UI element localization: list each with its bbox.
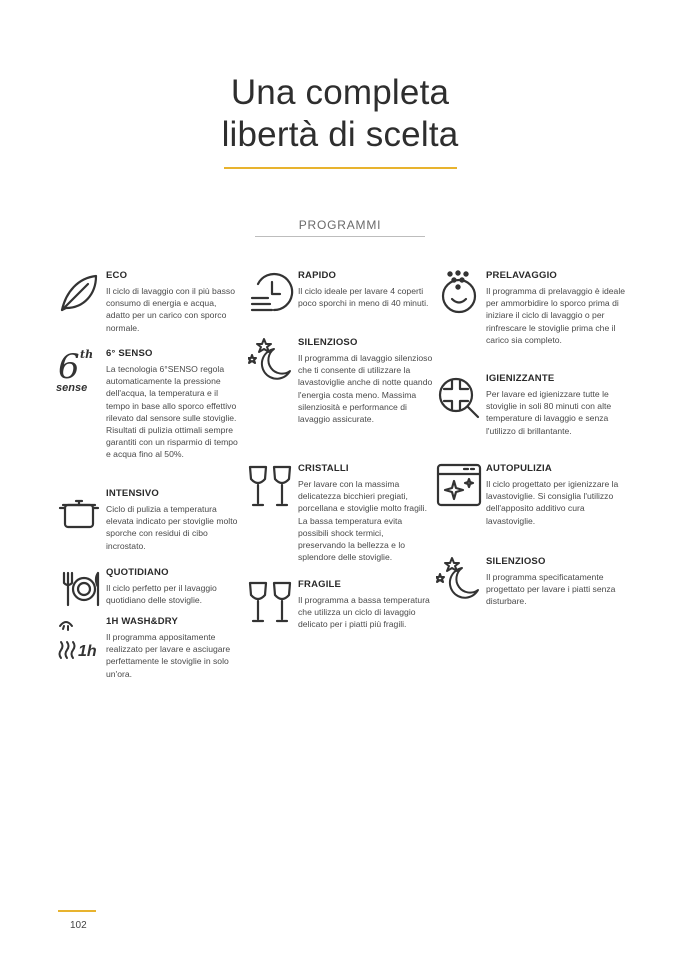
program-description: Il programma a bassa temperatura che utilizza un ciclo di lavaggio delicato per i piatti più fragili. <box>298 595 430 630</box>
moon-stars-icon <box>248 337 294 383</box>
program-description: Il programma appositamente realizzato per lavare e asciugare perfettamente le stoviglie in solo un'ora. <box>106 632 231 679</box>
page-title <box>0 72 680 156</box>
svg-text:1h: 1h <box>78 643 97 660</box>
pot-icon <box>56 488 102 534</box>
program-description: Ciclo di pulizia a temperatura elevata indicato per stoviglie molto sporche con residui di cibo incrostato. <box>106 504 238 551</box>
program-description: Il programma di prelavaggio è ideale per ammorbidire lo sporco prima di iniziare il ciclo di lavaggio o per rinfrescare le stoviglie prima che il carico sia completo. <box>486 286 626 345</box>
program-name: RAPIDO <box>298 270 337 281</box>
program-name: SILENZIOSO <box>298 337 358 348</box>
program-description: La tecnologia 6°SENSO regola automaticamente la pressione dell'acqua, la temperatura e il tempo in base allo sporco effettivo rilevato dal sensore sulle stoviglie. Risultati di pulizia ottimali sempre garantiti con un risparmio di tempo e acqua fino al 50%. <box>106 364 238 460</box>
program-description: Il programma di lavaggio silenzioso che ti consente di utilizzare la lavastoviglie anche di notte quando l'energia costa meno. Massima silenziosità e performance di lavaggio assicurate. <box>298 353 433 425</box>
program-name: CRISTALLI <box>298 463 349 474</box>
section-label: PROGRAMMI <box>298 218 382 232</box>
program-description: Per lavare con la massima delicatezza bicchieri pregiati, porcellana e stoviglie molto fragili. La bassa temperatura evita possibili shock termici, preservando la bellezza e lo splendore delle stoviglie. <box>298 479 427 563</box>
title-underline <box>224 167 457 169</box>
section-underline <box>255 236 425 237</box>
wine-glasses-icon <box>248 579 294 625</box>
6th-sense-logo: 6 th sense <box>56 347 94 394</box>
program-description: Il ciclo progettato per igienizzare la lavastoviglie. Si consiglia l'utilizzo dell'apposito additivo cura lavastoviglie. <box>486 479 619 526</box>
program-description: Il ciclo ideale per lavare 4 coperti poco sporchi in meno di 40 minuti. <box>298 286 429 309</box>
title-line-1: Una completa <box>230 73 450 112</box>
page-number-rule <box>58 910 96 912</box>
program-description: Per lavare ed igienizzare tutte le stoviglie in soli 80 minuti con alte temperature di lavaggio e senza l'utilizzo di brillantante. <box>486 389 612 436</box>
page-number: 102 <box>70 920 87 931</box>
program-name: QUOTIDIANO <box>106 567 169 578</box>
program-name: PRELAVAGGIO <box>486 270 557 281</box>
title-line-2: libertà di scelta <box>221 115 459 154</box>
program-name: INTENSIVO <box>106 488 160 499</box>
program-name: AUTOPULIZIA <box>486 463 552 474</box>
moon-stars-icon <box>436 556 482 602</box>
wine-glasses-icon <box>248 463 294 509</box>
program-name: 1H WASH&DRY <box>106 616 179 627</box>
leaf-icon <box>56 270 102 316</box>
self-clean-icon <box>436 463 482 509</box>
program-name: 6° SENSO <box>106 348 153 359</box>
plate-cutlery-icon <box>56 567 102 613</box>
sanitize-magnifier-icon <box>436 373 482 419</box>
program-name: FRAGILE <box>298 579 342 590</box>
drops-smile-icon <box>436 270 482 316</box>
wash-dry-1h-icon <box>56 616 102 662</box>
program-name: ECO <box>106 270 128 281</box>
program-description: Il ciclo di lavaggio con il più basso consumo di energia e acqua, adatto per un carico con sporco normale. <box>106 286 235 333</box>
program-name: IGIENIZZANTE <box>486 373 555 384</box>
fast-clock-icon <box>248 270 294 316</box>
program-description: Il programma specificatamente progettato per lavare i piatti senza disturbare. <box>486 572 616 607</box>
program-description: Il ciclo perfetto per il lavaggio quotidiano delle stoviglie. <box>106 583 217 606</box>
program-name: SILENZIOSO <box>486 556 546 567</box>
